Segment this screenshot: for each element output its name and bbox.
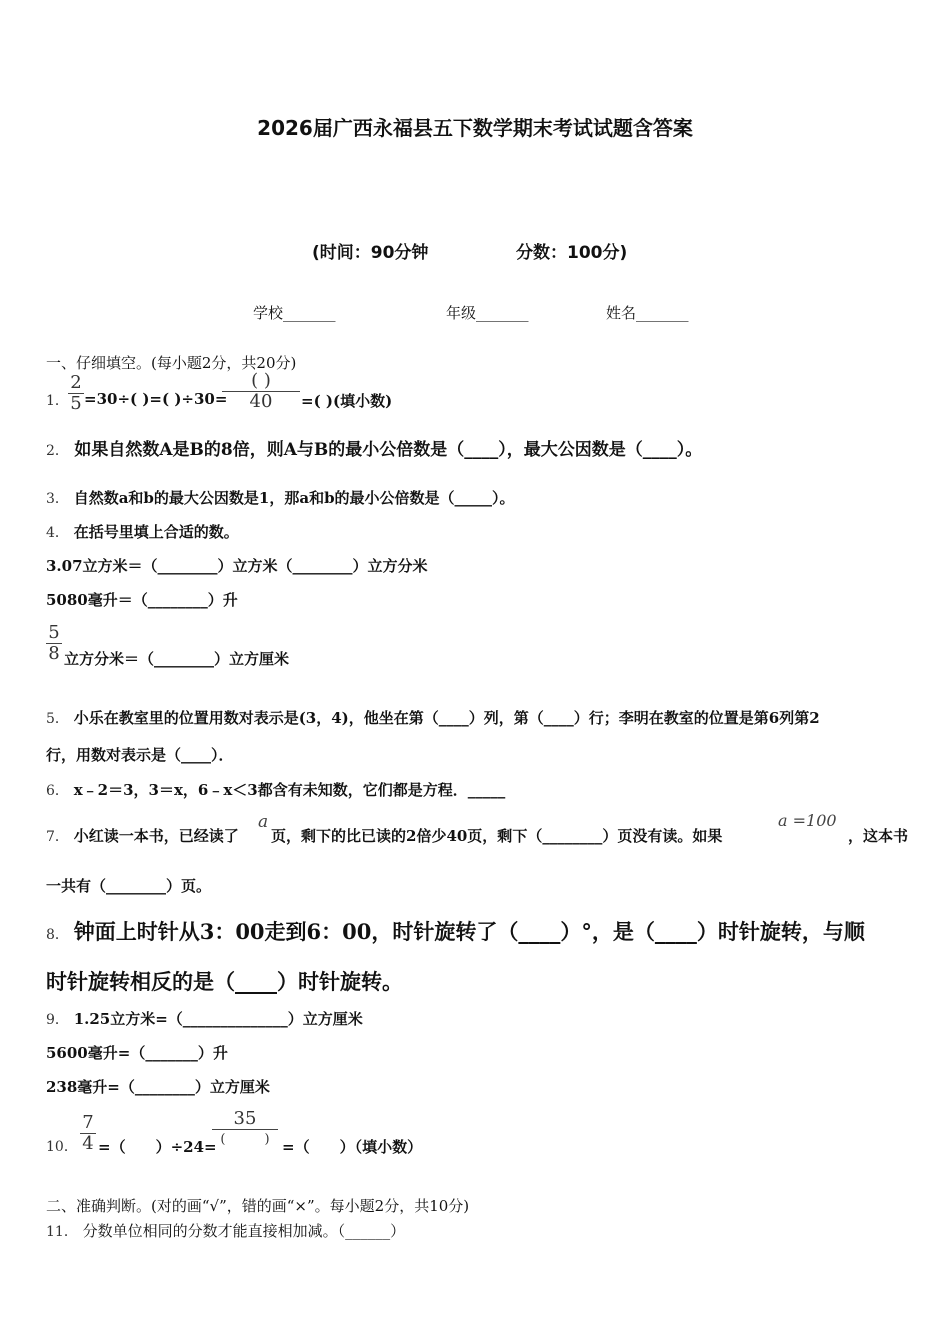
exam-time: (时间：90分钟 [312,243,429,263]
q9-line-2: 5600毫升=（_______）升 [46,1044,228,1062]
q4-fraction [46,623,62,664]
question-10 [46,1136,78,1156]
q2-number: 2． [46,443,69,459]
q1-fraction [68,373,84,414]
q1-frac-numerator: 2 [70,372,82,393]
q10-frac2-numerator: 35 [233,1108,257,1129]
q8-number: 8． [46,927,69,943]
q7-text-3: ，这本书 [848,827,909,845]
question-6 [46,779,505,800]
school-field: 学校_______ [253,304,336,322]
q1-frac-denominator: 5 [70,393,82,414]
q9-line-1: 1.25立方米=（______________）立方厘米 [73,1010,363,1028]
q1-text-2: =( )(填小数) [301,392,393,410]
grade-field: 年级_______ [446,304,529,322]
question-7 [46,825,239,846]
q1-frac2-numerator: ( ) [251,370,271,391]
q1-fraction-2 [222,371,300,412]
q4-number: 4． [46,525,69,541]
question-11 [46,1220,405,1241]
q7-text-2: 页，剩下的比已读的2倍少40页，剩下（________）页没有读。如果 [271,827,723,845]
q7-line-2: 一共有（________）页。 [46,877,212,895]
section1-header: 一、仔细填空。(每小题2分，共20分) [46,354,297,372]
q2-text: 如果自然数A是B的8倍，则A与B的最小公倍数是（____），最大公因数是（____）。 [74,440,703,460]
question-3 [46,487,515,508]
q11-number: 11． [46,1224,78,1240]
q4-frac-denominator: 8 [48,643,60,664]
section2-header: 二、准确判断。(对的画“√”，错的画“×”。每小题2分，共10分) [46,1197,470,1215]
q4-frac-numerator: 5 [48,622,60,643]
q8-line-1: 钟面上时针从3：00走到6：00，时针旋转了（____）°，是（____）时针旋转，与顺 [73,919,865,944]
q1-frac2-denominator: 40 [249,391,273,412]
question-9 [46,1008,363,1029]
q9-line-3: 238毫升=（________）立方厘米 [46,1078,270,1096]
q3-text: 自然数a和b的最大公因数是1，那a和b的最小公倍数是（_____）。 [73,489,515,507]
q7-equation: a =100 [778,811,837,830]
q4-text: 在括号里填上合适的数。 [73,523,239,541]
q1-text-1: =30÷( )=( )÷30= [84,390,228,408]
q4-line-1: 3.07立方米＝（________）立方米（________）立方分米 [46,557,428,575]
q11-text: 分数单位相同的分数才能直接相加减。（______） [82,1222,406,1240]
q7-variable-a: a [258,812,269,832]
q10-frac-numerator: 7 [82,1112,94,1133]
q6-text: x﹣2＝3，3＝x，6﹣x＜3都含有未知数，它们都是方程．_____ [73,781,506,799]
q8-line-2: 时针旋转相反的是（____）时针旋转。 [46,969,403,994]
q10-text-2: =（ ）（填小数） [282,1138,423,1156]
q5-line-1: 小乐在教室里的位置用数对表示是(3，4)，他坐在第（____）列，第（____）行；李明在教室的位置是第6列第2 [73,709,820,727]
q4-line-3: 立方分米＝（________）立方厘米 [64,650,290,668]
q7-text-1: 小红读一本书，已经读了 [73,827,239,845]
exam-score: 分数：100分) [516,243,628,263]
question-5 [46,707,820,728]
q7-number: 7． [46,829,69,845]
name-field: 姓名_______ [606,304,689,322]
q5-number: 5． [46,711,69,727]
q9-number: 9． [46,1012,69,1028]
q6-number: 6． [46,783,69,799]
question-2 [46,435,702,460]
question-8 [46,916,865,946]
q10-frac-denominator: 4 [82,1133,94,1154]
q10-number: 10． [46,1139,78,1155]
question-4 [46,521,239,542]
q3-number: 3． [46,491,69,507]
q4-line-2: 5080毫升＝（________）升 [46,591,238,609]
page-title: 2026届广西永福县五下数学期末考试试题含答案 [257,116,693,140]
q10-fraction [80,1113,96,1154]
q5-line-2: 行，用数对表示是（____）． [46,746,234,764]
q1-number: 1． [46,393,69,409]
q10-frac2-denominator: ( ) [220,1132,270,1147]
q10-text-1: =（ ）÷24= [98,1138,217,1156]
question-1 [46,390,69,410]
q10-fraction-2 [212,1109,278,1150]
